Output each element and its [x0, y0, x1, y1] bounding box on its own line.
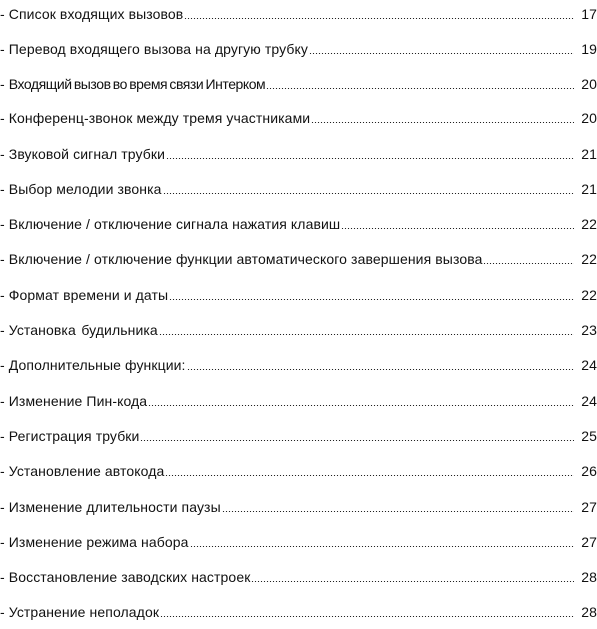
toc-page-number: 20 — [581, 110, 597, 126]
toc-entry — [0, 457, 597, 479]
toc-entry — [0, 387, 597, 409]
toc-bullet: - — [0, 499, 9, 515]
toc-page-number: 21 — [581, 181, 597, 197]
toc-entry — [0, 35, 597, 57]
toc-page-number: 22 — [581, 216, 597, 232]
toc-entry-title: Выбор мелодии звонка — [8, 181, 162, 197]
toc-entry-title: Восстановление заводских настроек — [8, 569, 251, 585]
toc-entry — [0, 493, 597, 515]
toc-entry — [0, 351, 597, 373]
toc-bullet: - — [0, 251, 9, 267]
dot-leader — [187, 369, 574, 370]
toc-entry-title: Перевод входящего вызова на другую трубку — [8, 41, 308, 57]
toc-entry — [0, 0, 597, 22]
toc-entry-title: Звуковой сигнал трубки — [8, 146, 166, 162]
dot-leader — [159, 334, 574, 335]
toc-page-number: 20 — [581, 76, 597, 92]
toc-entry-title: Изменение режима набора — [8, 534, 189, 550]
toc-bullet: - — [0, 428, 9, 444]
toc-bullet: - — [0, 146, 9, 162]
toc-bullet: - — [0, 604, 9, 620]
toc-entry-title: Устранение неполадок — [8, 604, 160, 620]
dot-leader — [184, 18, 574, 19]
dot-leader — [165, 475, 574, 476]
dot-leader — [166, 158, 574, 159]
toc-bullet: - — [0, 76, 9, 92]
toc-page-number: 17 — [581, 6, 597, 22]
toc-page-number: 26 — [581, 463, 597, 479]
dot-leader — [483, 263, 574, 264]
toc-bullet: - — [0, 357, 9, 373]
toc-bullet: - — [0, 41, 9, 57]
toc-page-number: 28 — [581, 604, 597, 620]
toc-entry-title: Изменение Пин-кода — [8, 393, 148, 409]
toc-entry — [0, 210, 597, 232]
toc-bullet: - — [0, 393, 9, 409]
toc-bullet: - — [0, 534, 9, 550]
dot-leader — [190, 546, 575, 547]
dot-leader — [311, 122, 574, 123]
toc-entry-title: Дополнительные функции: — [8, 357, 186, 373]
toc-entry — [0, 245, 597, 267]
toc-bullet: - — [0, 463, 9, 479]
toc-entry — [0, 316, 597, 338]
toc-page-number: 24 — [581, 393, 597, 409]
toc-bullet: - — [0, 569, 9, 585]
dot-leader — [148, 405, 574, 406]
toc-page-number: 19 — [581, 41, 597, 57]
toc-page-number: 27 — [581, 534, 597, 550]
toc-entry — [0, 422, 597, 444]
toc-entry — [0, 528, 597, 550]
toc-page-number: 23 — [581, 322, 597, 338]
toc-entry-title: Изменение длительности паузы — [8, 499, 221, 515]
toc-bullet: - — [0, 181, 9, 197]
dot-leader — [309, 53, 574, 54]
toc-entry-title: Установление автокода — [8, 463, 165, 479]
toc-page-number: 24 — [581, 357, 597, 373]
toc-entry — [0, 70, 597, 92]
dot-leader — [222, 511, 574, 512]
toc-entry-title: Включение / отключение функции автоматического завершения вызова — [8, 251, 483, 267]
toc-bullet: - — [0, 322, 9, 338]
dot-leader — [341, 228, 574, 229]
toc-bullet: - — [0, 6, 9, 22]
toc-entry-title: Конференц-звонок между тремя участниками — [8, 110, 311, 126]
toc-page-number: 25 — [581, 428, 597, 444]
toc-entry — [0, 175, 597, 197]
toc-entry — [0, 281, 597, 303]
toc-entry-title: Список входящих вызовов — [8, 6, 184, 22]
dot-leader — [160, 616, 574, 617]
toc-bullet: - — [0, 216, 9, 232]
toc-bullet: - — [0, 110, 9, 126]
toc-page-number: 22 — [581, 287, 597, 303]
toc-entry-title: Установка будильника — [8, 322, 158, 338]
toc-page-number: 21 — [581, 146, 597, 162]
toc-entry-title: Формат времени и даты — [8, 287, 169, 303]
toc-bullet: - — [0, 287, 9, 303]
dot-leader — [163, 193, 574, 194]
dot-leader — [266, 88, 574, 89]
toc-entry-title: Регистрация трубки — [8, 428, 140, 444]
dot-leader — [251, 581, 574, 582]
dot-leader — [140, 440, 574, 441]
dot-leader — [169, 299, 574, 300]
toc-entry-title: Входящий вызов во время связи Интерком — [8, 76, 266, 92]
toc-entry — [0, 563, 597, 585]
toc-entry — [0, 598, 597, 620]
toc-entry — [0, 140, 597, 162]
toc-entry-title: Включение / отключение сигнала нажатия клавиш — [8, 216, 341, 232]
toc-entry — [0, 104, 597, 126]
toc-page-number: 28 — [581, 569, 597, 585]
toc-page-number: 27 — [581, 499, 597, 515]
toc-page-number: 22 — [581, 251, 597, 267]
